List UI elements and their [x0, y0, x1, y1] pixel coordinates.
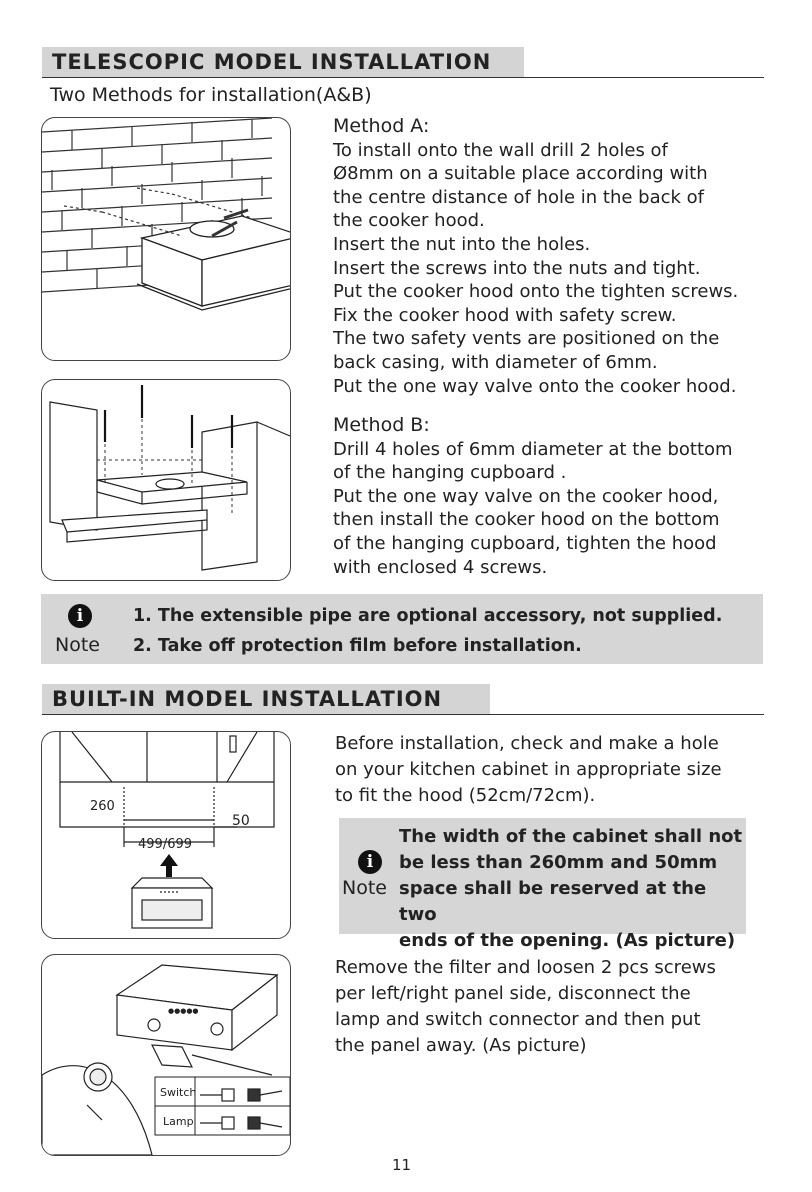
method-a-line: Put the one way valve onto the cooker hood.	[333, 375, 737, 397]
panel-removal-line: Remove the filter and loosen 2 pcs screws	[335, 957, 716, 978]
panel-removal-line: per left/right panel side, disconnect the	[335, 983, 691, 1004]
note-item: 2. Take off protection film before installation.	[133, 636, 582, 656]
method-b-line: Drill 4 holes of 6mm diameter at the bottom	[333, 438, 733, 460]
method-b-line: with enclosed 4 screws.	[333, 556, 548, 578]
dim-width-label: 499/699	[138, 837, 193, 852]
switch-label: Switch	[160, 1086, 197, 1099]
page-number: 11	[392, 1156, 412, 1174]
builtin-note-line: The width of the cabinet shall not	[399, 826, 743, 847]
method-b-line: of the hanging cupboard, tighten the hood	[333, 532, 717, 554]
method-b-title: Method B:	[333, 414, 430, 436]
panel-removal-diagram	[41, 954, 291, 1156]
info-icon: i	[68, 604, 92, 628]
telescopic-subheading: Two Methods for installation(A&B)	[50, 84, 372, 106]
method-b-line: of the hanging cupboard .	[333, 462, 567, 484]
builtin-note-line: ends of the opening. (As picture)	[399, 930, 736, 951]
dim-50-label: 50	[232, 813, 250, 829]
builtin-note-line: be less than 260mm and 50mm	[399, 852, 718, 873]
method-a-line: the cooker hood.	[333, 210, 485, 232]
method-a-line: the centre distance of hole in the back of	[333, 186, 705, 208]
method-a-title: Method A:	[333, 115, 430, 137]
panel-removal-line: lamp and switch connector and then put	[335, 1009, 701, 1030]
note-box-telescopic	[41, 594, 763, 664]
method-a-line: Ø8mm on a suitable place according with	[333, 163, 708, 185]
builtin-note-text	[399, 824, 746, 954]
dim-260-label: 260	[90, 799, 115, 814]
dimension-diagram	[41, 731, 291, 939]
method-a-line: To install onto the wall drill 2 holes of	[333, 139, 668, 161]
method-a-line: back casing, with diameter of 6mm.	[333, 351, 658, 373]
panel-removal-illustration	[42, 955, 290, 1155]
builtin-intro-paragraph	[335, 731, 775, 809]
info-icon: i	[358, 850, 382, 874]
panel-removal-line: the panel away. (As picture)	[335, 1035, 587, 1056]
wall-installation-illustration	[42, 118, 290, 360]
method-a-block	[333, 115, 793, 398]
method-b-line: Put the one way valve on the cooker hood,	[333, 485, 719, 507]
method-a-line: Insert the screws into the nuts and tight.	[333, 257, 701, 279]
cupboard-installation-diagram	[41, 379, 291, 581]
method-a-line: Put the cooker hood onto the tighten screws.	[333, 281, 739, 303]
note-box-builtin	[339, 818, 746, 951]
builtin-note-line: space shall be reserved at the two	[399, 878, 707, 925]
method-a-line: Fix the cooker hood with safety screw.	[333, 304, 677, 326]
note-item: 1. The extensible pipe are optional accessory, not supplied.	[133, 606, 723, 626]
control-dots: ●●●●●	[168, 1007, 199, 1015]
method-b-block	[333, 414, 793, 579]
heading-rule	[42, 714, 764, 715]
builtin-intro-line: to fit the hood (52cm/72cm).	[335, 785, 596, 806]
wall-installation-diagram	[41, 117, 291, 361]
method-a-line: Insert the nut into the holes.	[333, 233, 591, 255]
panel-removal-paragraph	[335, 955, 775, 1059]
note-label: Note	[342, 877, 387, 899]
method-a-line: The two safety vents are positioned on the	[333, 328, 720, 350]
telescopic-heading: TELESCOPIC MODEL INSTALLATION	[42, 47, 524, 77]
builtin-intro-line: Before installation, check and make a hole	[335, 733, 719, 754]
lamp-label: Lamp	[163, 1115, 194, 1128]
cupboard-installation-illustration	[42, 380, 290, 580]
note-label: Note	[55, 634, 100, 656]
method-b-line: then install the cooker hood on the bottom	[333, 509, 720, 531]
dimension-illustration	[42, 732, 290, 938]
builtin-intro-line: on your kitchen cabinet in appropriate size	[335, 759, 722, 780]
builtin-heading: BUILT-IN MODEL INSTALLATION	[42, 684, 490, 714]
heading-rule	[42, 77, 764, 78]
